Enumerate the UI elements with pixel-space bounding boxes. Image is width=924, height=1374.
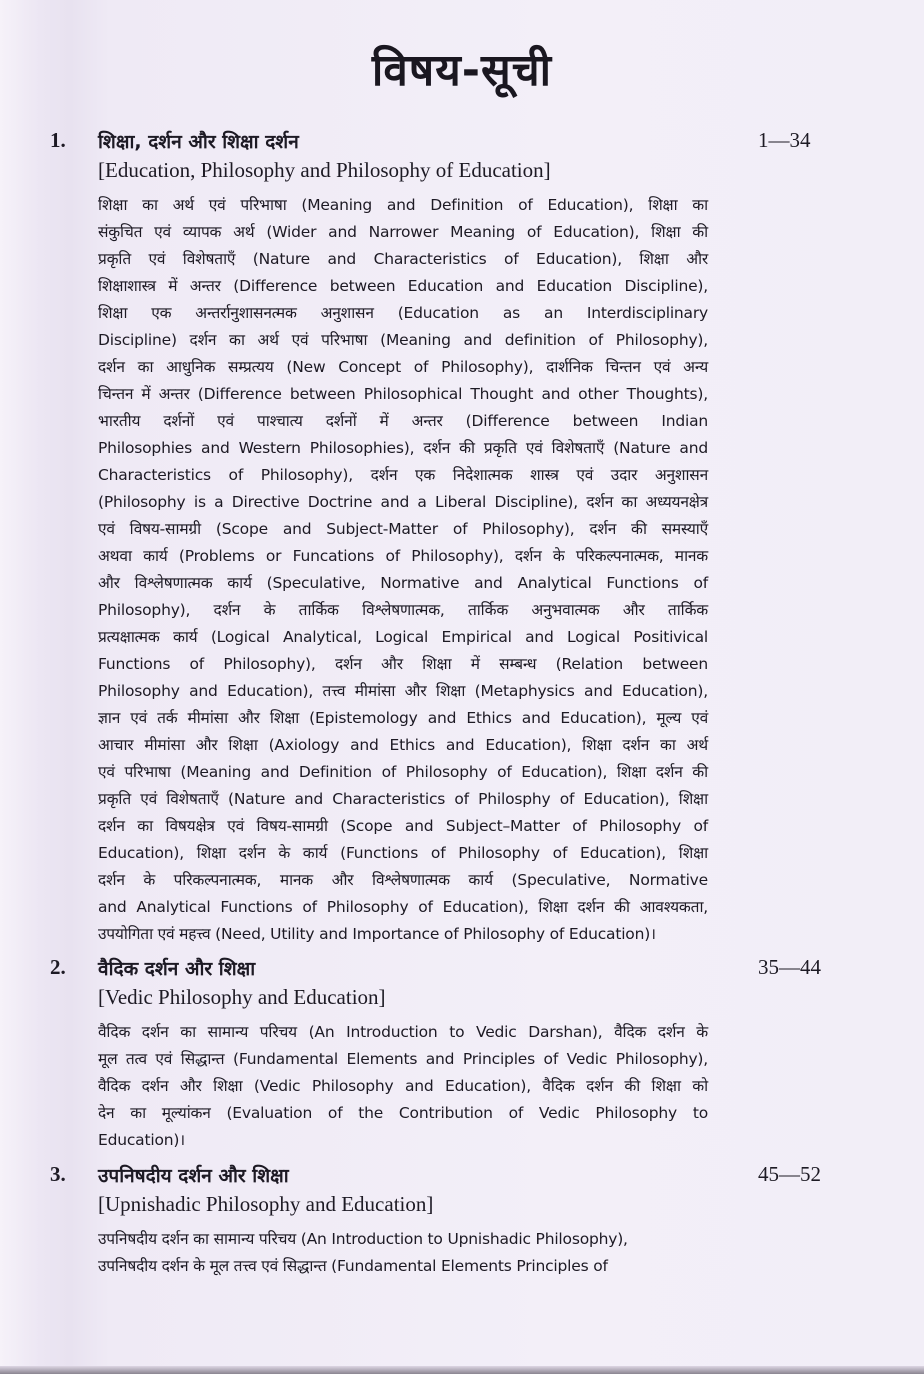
entry-description: [98, 192, 708, 948]
desc-line: मूल तत्व एवं सिद्धान्त (Fundamental Elements and Principles of Vedic Philosophy),: [98, 1050, 708, 1068]
desc-line: आचार मीमांसा और शिक्षा (Axiology and Ethics and Education), शिक्षा दर्शन का अर्थ: [98, 736, 708, 754]
page-title: विषय-सूची: [371, 45, 553, 96]
desc-line: दर्शन का आधुनिक सम्प्रत्यय (New Concept of Philosophy), दार्शनिक चिन्तन एवं अन्य: [98, 358, 708, 376]
entry-heading-english: [Upnishadic Philosophy and Education]: [98, 1192, 434, 1216]
entry-heading-hindi: उपनिषदीय दर्शन और शिक्षा: [98, 1165, 289, 1187]
entry-description: [98, 1226, 708, 1280]
desc-line: चिन्तन में अन्तर (Difference between Philosophical Thought and other Thoughts),: [98, 385, 708, 403]
desc-line: and Analytical Functions of Philosophy of Education), शिक्षा दर्शन की आवश्यकता,: [98, 898, 708, 916]
desc-line: ज्ञान एवं तर्क मीमांसा और शिक्षा (Epistemology and Ethics and Education), मूल्य एवं: [98, 709, 708, 727]
desc-line: उपनिषदीय दर्शन का सामान्य परिचय (An Introduction to Upnishadic Philosophy),: [98, 1230, 628, 1248]
desc-line: एवं विषय-सामग्री (Scope and Subject-Matter of Philosophy), दर्शन की समस्याएँ: [98, 520, 708, 538]
desc-line: Discipline) दर्शन का अर्थ एवं परिभाषा (Meaning and definition of Philosophy),: [98, 331, 708, 349]
entry-heading-hindi: शिक्षा, दर्शन और शिक्षा दर्शन: [98, 131, 299, 153]
desc-line: दर्शन का विषयक्षेत्र एवं विषय-सामग्री (Scope and Subject–Matter of Philosophy of: [98, 817, 708, 835]
desc-line: प्रकृति एवं विशेषताएँ (Nature and Characteristics of Education), शिक्षा और: [98, 250, 708, 268]
desc-line: एवं परिभाषा (Meaning and Definition of Philosophy of Education), शिक्षा दर्शन की: [98, 763, 708, 781]
desc-line: भारतीय दर्शनों एवं पाश्चात्य दर्शनों में अन्तर (Difference between Indian: [98, 412, 708, 430]
desc-line: और विश्लेषणात्मक कार्य (Speculative, Normative and Analytical Functions of: [98, 574, 708, 592]
entry-number: 1.: [50, 128, 66, 152]
desc-line: प्रत्यक्षात्मक कार्य (Logical Analytical, Logical Empirical and Logical Positivical: [98, 628, 708, 646]
desc-line: Characteristics of Philosophy), दर्शन एक निदेशात्मक शास्त्र एवं उदार अनुशासन: [98, 466, 708, 484]
entry-description: [98, 1019, 708, 1154]
desc-line: वैदिक दर्शन और शिक्षा (Vedic Philosophy and Education), वैदिक दर्शन की शिक्षा को: [98, 1077, 708, 1095]
desc-line: वैदिक दर्शन का सामान्य परिचय (An Introduction to Vedic Darshan), वैदिक दर्शन के: [98, 1023, 708, 1041]
desc-line: Philosophy and Education), तत्त्व मीमांसा और शिक्षा (Metaphysics and Education),: [98, 682, 708, 700]
desc-line: उपयोगिता एवं महत्त्व (Need, Utility and Importance of Philosophy of Education)।: [98, 925, 656, 943]
entry-number: 2.: [50, 955, 66, 979]
desc-line: Philosophy), दर्शन के तार्किक विश्लेषणात्मक, तार्किक अनुभवात्मक और तार्किक: [98, 601, 708, 619]
desc-line: Education)।: [98, 1131, 185, 1149]
desc-line: शिक्षा एक अन्तर्रानुशासनत्मक अनुशासन (Education as an Interdisciplinary: [98, 304, 708, 322]
desc-line: शिक्षाशास्त्र में अन्तर (Difference between Education and Education Discipline),: [98, 277, 708, 295]
entry-heading-hindi: वैदिक दर्शन और शिक्षा: [98, 958, 256, 980]
desc-line: संकुचित एवं व्यापक अर्थ (Wider and Narrower Meaning of Education), शिक्षा की: [98, 223, 708, 241]
entry-page-range: 35—44: [758, 955, 821, 979]
desc-line: (Philosophy is a Directive Doctrine and a Liberal Discipline), दर्शन का अध्ययनक्षेत्र: [98, 493, 708, 511]
entry-heading-english: [Vedic Philosophy and Education]: [98, 985, 386, 1009]
entry-page-range: 45—52: [758, 1162, 821, 1186]
desc-line: उपनिषदीय दर्शन के मूल तत्त्व एवं सिद्धान्त (Fundamental Elements Principles of: [98, 1257, 608, 1275]
entry-heading-english: [Education, Philosophy and Philosophy of Education]: [98, 158, 551, 182]
desc-line: Philosophies and Western Philosophies), दर्शन की प्रकृति एवं विशेषताएँ (Nature and: [98, 439, 708, 457]
desc-line: शिक्षा का अर्थ एवं परिभाषा (Meaning and Definition of Education), शिक्षा का: [98, 196, 708, 214]
desc-line: दर्शन के परिकल्पनात्मक, मानक और विश्लेषणात्मक कार्य (Speculative, Normative: [98, 871, 708, 889]
desc-line: Education), शिक्षा दर्शन के कार्य (Functions of Philosophy of Education), शिक्षा: [98, 844, 708, 862]
desc-line: Functions of Philosophy), दर्शन और शिक्षा में सम्बन्ध (Relation between: [98, 655, 708, 673]
entry-page-range: 1—34: [758, 128, 811, 152]
desc-line: देन का मूल्यांकन (Evaluation of the Contribution of Vedic Philosophy to: [98, 1104, 708, 1122]
desc-line: प्रकृति एवं विशेषताएँ (Nature and Characteristics of Philosphy of Education), शिक्षा: [98, 790, 708, 808]
desc-line: अथवा कार्य (Problems or Funcations of Philosophy), दर्शन के परिकल्पनात्मक, मानक: [98, 547, 708, 565]
entry-number: 3.: [50, 1162, 66, 1186]
